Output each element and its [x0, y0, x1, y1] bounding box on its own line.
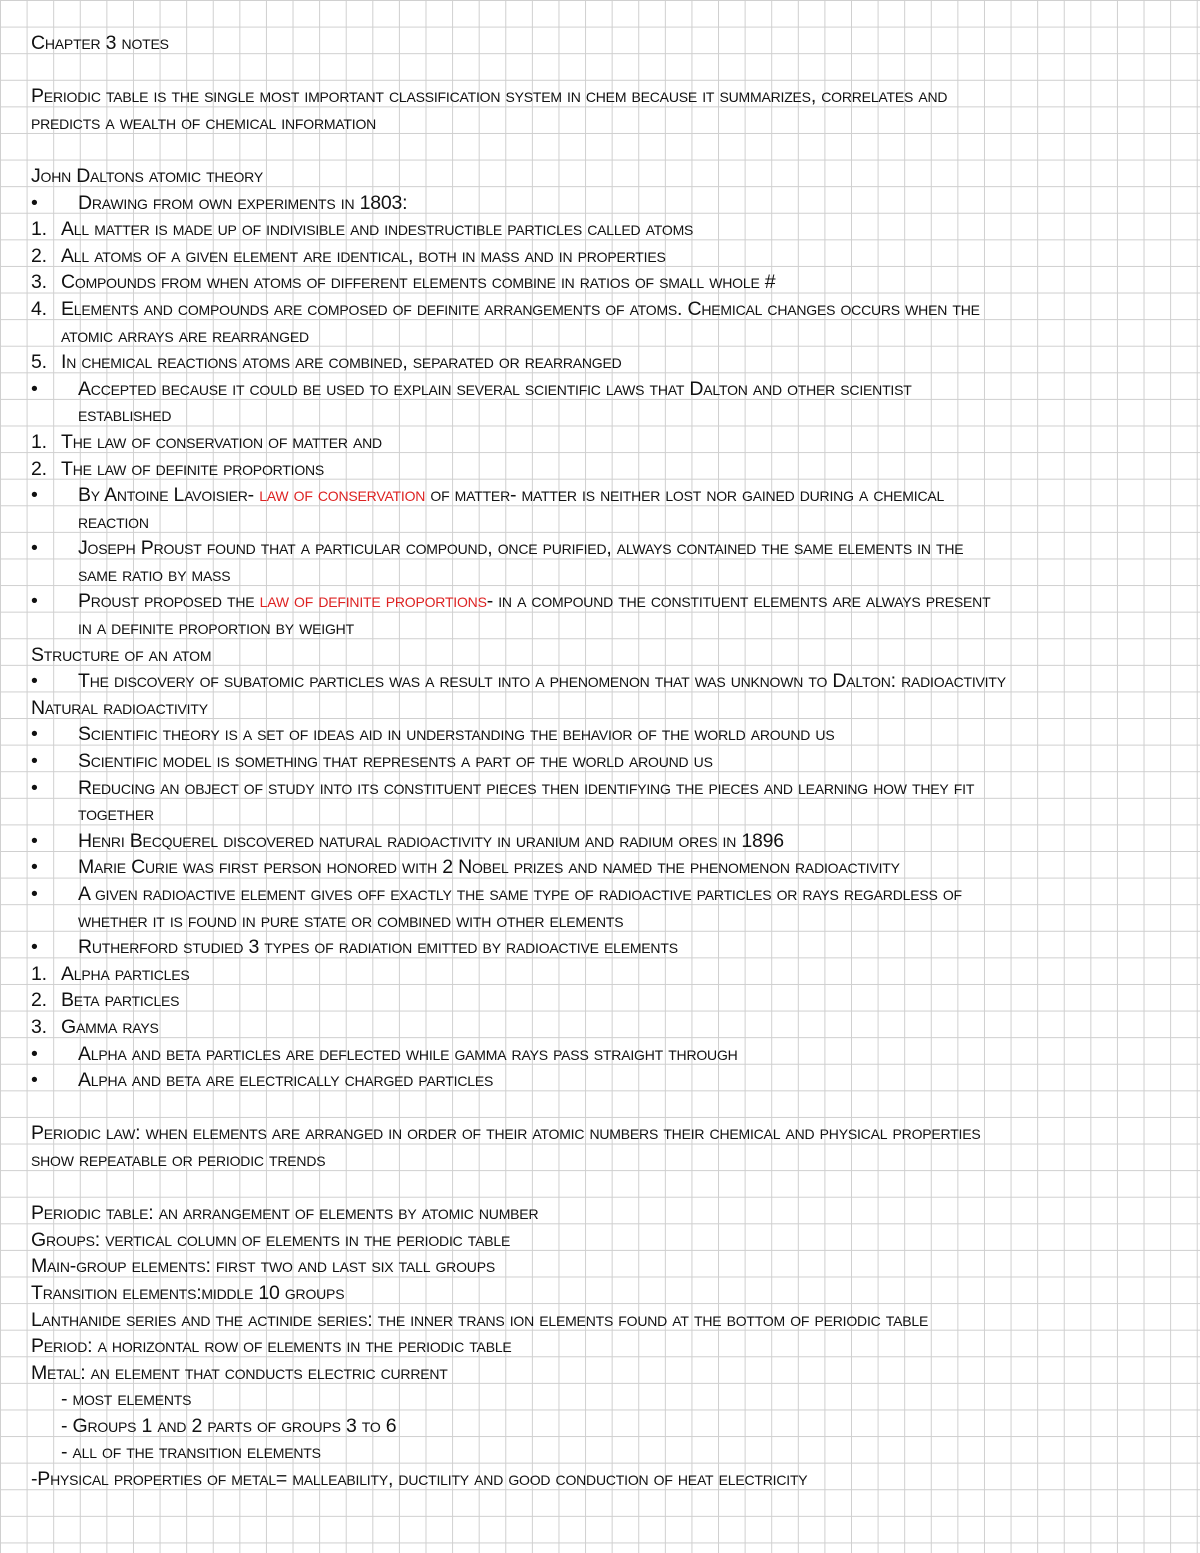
item-text: All atoms of a given element are identical, both in mass and in properties [61, 244, 666, 267]
item-number: 2. [31, 244, 47, 267]
sub-heading: Natural radioactivity [31, 696, 208, 719]
item-text: Gamma rays [61, 1015, 159, 1038]
bullet-item: • Accepted because it could be used to explain several scientific laws that Dalton and other scientist [31, 376, 1181, 403]
bullet-item: • Scientific model is something that represents a part of the world around us [31, 748, 1181, 775]
periodic-law-line: Periodic law: when elements are arranged in order of their atomic numbers their chemical and physical properties [31, 1122, 981, 1145]
numbered-item [31, 269, 1181, 296]
numbered-item [31, 961, 1181, 988]
intro-line: Periodic table is the single most important classification system in chem because it summarizes, correlates and [31, 85, 948, 108]
bullet-item-cont: same ratio by mass [78, 563, 231, 586]
item-text: In chemical reactions atoms are combined, separated or rearranged [61, 351, 622, 374]
item-number: 5. [31, 351, 47, 374]
bullet-item-cont: in a definite proportion by weight [78, 617, 354, 640]
numbered-item [31, 296, 1181, 323]
definition-line: Lanthanide series and the actinide series: the inner trans ion elements found at the bottom of periodic table [31, 1308, 929, 1331]
definition-line: Groups: vertical column of elements in the periodic table [31, 1228, 511, 1251]
item-text: The law of conservation of matter and [61, 430, 382, 453]
text: Proust proposed the [78, 590, 260, 613]
item-text: Compounds from when atoms of different elements combine in ratios of small whole # [61, 271, 776, 294]
spacer [31, 1174, 1181, 1201]
highlighted-term: law of definite proportions [259, 590, 487, 613]
item-text: Alpha particles [61, 962, 190, 985]
section-heading-dalton: John Daltons atomic theory [31, 164, 263, 187]
text: By Antoine Lavoisier- [78, 484, 260, 507]
bullet-item: • Alpha and beta are electrically charged particles [31, 1067, 1181, 1094]
bullet-item: • Scientific theory is a set of ideas aid in understanding the behavior of the world around us [31, 721, 1181, 748]
numbered-item [31, 1014, 1181, 1041]
bullet-item: • Henri Becquerel discovered natural radioactivity in uranium and radium ores in 1896 [31, 828, 1181, 855]
page-title: Chapter 3 notes [31, 32, 169, 54]
spacer [31, 136, 1181, 163]
item-number: 1. [31, 962, 47, 985]
definition-line: -Physical properties of metal= malleability, ductility and good conduction of heat electricity [31, 1468, 808, 1491]
item-text: The law of definite proportions [61, 457, 325, 480]
numbered-item [31, 349, 1181, 376]
metal-subitem: - Groups 1 and 2 parts of groups 3 to 6 [61, 1414, 397, 1437]
text: - in a compound the constituent elements are always present [486, 590, 991, 613]
item-text: Beta particles [61, 989, 180, 1012]
periodic-law-line-cont: show repeatable or periodic trends [31, 1148, 326, 1171]
definition-line: Main-group elements: first two and last six tall groups [31, 1255, 495, 1278]
numbered-item [31, 429, 1181, 456]
definition-line: Transition elements:middle 10 groups [31, 1281, 345, 1304]
definition-line: Periodic table: an arrangement of elements by atomic number [31, 1202, 539, 1225]
bullet-item: • A given radioactive element gives off exactly the same type of radioactive particles or rays regardless of [31, 881, 1181, 908]
bullet-item: • Reducing an object of study into its constituent pieces then identifying the pieces and learning how they fit [31, 775, 1181, 802]
bullet-item: • The discovery of subatomic particles was a result into a phenomenon that was unknown to Dalton: radioactivity [31, 668, 1181, 695]
section-heading-atom: Structure of an atom [31, 643, 212, 666]
metal-subitem: - all of the transition elements [61, 1441, 321, 1464]
intro-line-cont: predicts a wealth of chemical information [31, 111, 377, 134]
metal-subitem: - most elements [61, 1388, 192, 1411]
numbered-item [31, 216, 1181, 243]
item-text: All matter is made up of indivisible and indestructible particles called atoms [61, 218, 694, 241]
bullet-item: • Drawing from own experiments in 1803: [31, 190, 1181, 217]
definition-line: Period: a horizontal row of elements in the periodic table [31, 1335, 512, 1358]
spacer [31, 57, 1181, 84]
bullet-item [31, 482, 1181, 509]
highlighted-term: law of conservation [259, 484, 426, 507]
spacer [31, 1094, 1181, 1121]
item-text: Elements and compounds are composed of definite arrangements of atoms. Chemical changes occurs when the [61, 297, 980, 320]
bullet-item-cont: established [78, 404, 172, 427]
notes-page [31, 30, 1181, 1493]
bullet-item: • Marie Curie was first person honored with 2 Nobel prizes and named the phenomenon radioactivity [31, 854, 1181, 881]
bullet-item [31, 588, 1181, 615]
numbered-item [31, 987, 1181, 1014]
bullet-item: • Alpha and beta particles are deflected while gamma rays pass straight through [31, 1041, 1181, 1068]
bullet-item-cont: together [78, 803, 154, 826]
item-number: 1. [31, 218, 47, 241]
numbered-item [31, 243, 1181, 270]
bullet-item: • Rutherford studied 3 types of radiation emitted by radioactive elements [31, 934, 1181, 961]
bullet-item-cont: whether it is found in pure state or combined with other elements [78, 909, 624, 932]
item-number: 2. [31, 989, 47, 1012]
item-number: 3. [31, 1015, 47, 1038]
bullet-item: • Joseph Proust found that a particular compound, once purified, always contained the same elements in the [31, 535, 1181, 562]
text: of matter- matter is neither lost nor gained during a chemical [425, 484, 945, 507]
item-number: 4. [31, 297, 47, 320]
definition-line: Metal: an element that conducts electric current [31, 1361, 448, 1384]
bullet-item-cont: reaction [78, 510, 149, 533]
numbered-item-cont: atomic arrays are rearranged [61, 324, 309, 347]
item-number: 2. [31, 457, 47, 480]
numbered-item [31, 456, 1181, 483]
item-number: 3. [31, 271, 47, 294]
item-number: 1. [31, 430, 47, 453]
